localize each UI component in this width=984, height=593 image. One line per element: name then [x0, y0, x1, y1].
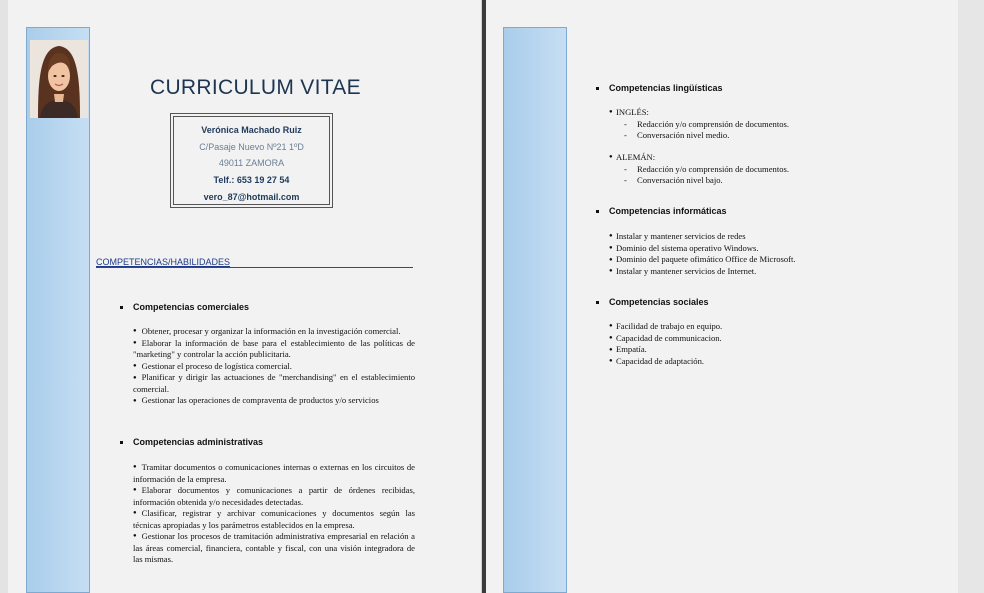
list-sociales	[609, 321, 722, 368]
bullet-icon: ●	[609, 245, 613, 252]
list-informaticas	[609, 231, 796, 278]
bullet-icon: ●	[133, 397, 137, 404]
subhead-administrativas	[120, 437, 263, 447]
list-subitem: - Conversación nivel medio.	[624, 129, 730, 140]
bullet-icon: ●	[133, 487, 137, 494]
contact-city: 49011 ZAMORA	[218, 158, 285, 168]
bullet-icon: ●	[609, 346, 613, 353]
list-aleman	[609, 152, 789, 186]
bullet-icon: ●	[133, 328, 137, 335]
contact-address: C/Pasaje Nuevo Nº21 1ºD	[199, 142, 304, 152]
bullet-icon: ●	[133, 510, 137, 517]
subhead-sociales	[596, 297, 709, 307]
list-subitem: - Conversación nivel bajo.	[624, 174, 723, 185]
subhead-informaticas-label: Competencias informáticas	[609, 206, 727, 216]
bullet-icon: ●	[609, 323, 613, 330]
contact-box	[170, 113, 333, 208]
list-item: ● Obtener, procesar y organizar la información en la investigación comercial.	[133, 326, 401, 336]
bullet-icon: ●	[609, 268, 613, 275]
square-bullet-icon	[596, 210, 599, 213]
list-item: ● Instalar y mantener servicios de Internet.	[609, 266, 757, 277]
bullet-icon: ●	[609, 335, 613, 342]
bullet-icon: ●	[133, 340, 137, 347]
bullet-icon: ●	[133, 464, 137, 471]
list-item: ● Empatía.	[609, 344, 647, 355]
contact-name: Verónica Machado Ruiz	[201, 125, 302, 135]
bullet-icon: ●	[609, 256, 613, 263]
decorative-sidebar	[503, 27, 567, 593]
list-item: ● Gestionar el proceso de logística comercial.	[133, 360, 292, 371]
list-item: ● Facilidad de trabajo en equipo.	[609, 321, 723, 331]
list-administrativas	[133, 462, 415, 565]
viewer-margin	[958, 0, 984, 593]
list-ingles	[609, 107, 789, 141]
bullet-icon: ●	[609, 109, 613, 116]
bullet-icon: ●	[609, 233, 613, 240]
list-item: ● Gestionar los procesos de tramitación administrativa empresarial en relación a las áreas comercial, financiera, contable y fiscal, con una visión integradora de las mismas.	[133, 530, 415, 564]
dash-icon: -	[624, 129, 627, 140]
list-subitem: - Redacción y/o comprensión de documentos.	[624, 163, 790, 174]
list-item: ● Capacidad de adaptación.	[609, 356, 705, 367]
profile-photo-image	[30, 40, 88, 118]
document-page-1	[8, 0, 482, 593]
bullet-icon: ●	[133, 374, 137, 381]
subhead-administrativas-label: Competencias administrativas	[133, 437, 264, 447]
subhead-linguisticas-label: Competencias lingüísticas	[609, 83, 723, 93]
bullet-icon: ●	[609, 358, 613, 365]
list-item: ● INGLÉS:	[609, 107, 649, 117]
square-bullet-icon	[120, 306, 123, 309]
list-item: ● Elaborar documentos y comunicaciones a partir de órdenes recibidas, información obtenida y/o necesidades detectadas.	[133, 484, 415, 507]
subhead-comerciales	[120, 302, 249, 312]
dash-icon: -	[624, 174, 627, 185]
bullet-icon: ●	[609, 154, 613, 161]
dash-icon: -	[624, 163, 627, 174]
square-bullet-icon	[120, 441, 123, 444]
list-item: ● Clasificar, registrar y archivar comunicaciones y documentos según las técnicas apropiadas y los parámetros establecidos en la empresa.	[133, 507, 415, 530]
list-item: ● Dominio del paquete ofimático Office de Microsoft.	[609, 254, 796, 265]
list-item: ● Tramitar documentos o comunicaciones internas o externas en los circuitos de información de la empresa.	[133, 462, 415, 484]
section-heading-competencias: COMPETENCIAS/HABILIDADES	[96, 257, 413, 268]
subhead-informaticas	[596, 206, 727, 216]
list-subitem: - Redacción y/o comprensión de documentos.	[624, 118, 790, 129]
list-item: ● ALEMÁN:	[609, 152, 656, 162]
list-item: ● Instalar y mantener servicios de redes	[609, 231, 746, 241]
subhead-sociales-label: Competencias sociales	[609, 297, 709, 307]
square-bullet-icon	[596, 301, 599, 304]
list-item: ● Capacidad de communicacion.	[609, 332, 722, 343]
bullet-icon: ●	[133, 533, 137, 540]
square-bullet-icon	[596, 87, 599, 90]
contact-phone: Telf.: 653 19 27 54	[213, 175, 290, 185]
bullet-icon: ●	[133, 363, 137, 370]
dash-icon: -	[624, 118, 627, 129]
list-item: ● Dominio del sistema operativo Windows.	[609, 242, 759, 253]
list-item: ● Planificar y dirigir las actuaciones de "merchandising" en el establecimiento comercial.	[133, 372, 415, 394]
document-page-2	[486, 0, 958, 593]
subhead-comerciales-label: Competencias comerciales	[133, 302, 250, 312]
list-item: ● Elaborar la información de base para el establecimiento de las políticas de "marketing" y controlar la acción publicitaria.	[133, 337, 415, 360]
list-item: ● Gestionar las operaciones de compraventa de productos y/o servicios	[133, 395, 379, 406]
cv-title: CURRICULUM VITAE	[150, 76, 361, 99]
subhead-linguisticas	[596, 83, 723, 93]
profile-photo	[30, 40, 88, 118]
contact-email[interactable]: vero_87@hotmail.com	[203, 192, 300, 202]
list-comerciales	[133, 326, 415, 407]
